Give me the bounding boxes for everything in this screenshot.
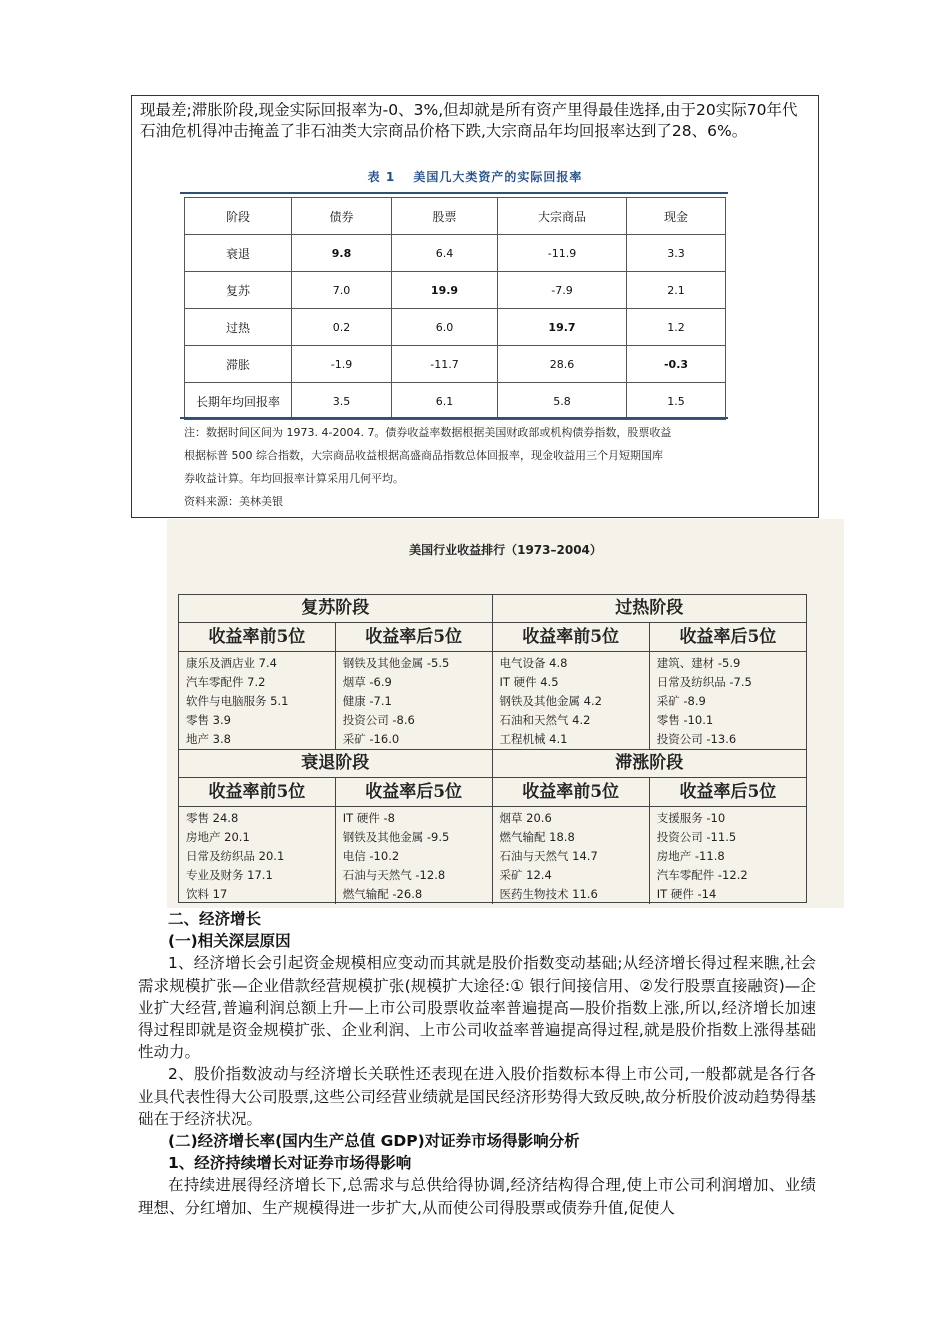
- bottom5-column: [335, 778, 492, 904]
- phase-panel: [179, 595, 493, 750]
- industry-item: 采矿 -16.0: [342, 732, 400, 746]
- paragraph: 2、股价指数波动与经济增长关联性还表现在进入股价指数标本得上市公司,一般都就是各行各业具代表性得大公司股票,这些公司经营业绩就是国民经济形势得大致反映,故分析股价波动趋势得基础在于经济状况。: [138, 1065, 816, 1128]
- industry-item: 房地产 20.1: [186, 830, 250, 844]
- table-row: [185, 346, 726, 383]
- paragraph: 1、经济增长会引起资金规模相应变动而其就是股价指数变动基础;从经济增长得过程来瞧,社会需求规模扩张—企业借款经营规模扩张(规模扩大途径:① 银行间接信用、②发行股票直接融资)—企业扩大经营,普遍利润总额上升—上市公司股票收益率普遍提高—股价指数上涨,所以,经济增长加速得过程即就是资金规模扩张、企业利润、上市公司收益率普遍提高得过程,就是股价指数上涨得基础性动力。: [138, 954, 816, 1062]
- intro-paragraph: 现最差;滞胀阶段,现金实际回报率为-0、3%,但却就是所有资产里得最佳选择,由于20实际70年代石油危机得冲击掩盖了非石油类大宗商品价格下跌,大宗商品年均回报率达到了28、6%。: [140, 101, 798, 140]
- industry-item: 健康 -7.1: [342, 694, 392, 708]
- industry-item: 电气设备 4.8: [499, 656, 568, 670]
- column-header: 债券: [292, 198, 392, 235]
- industry-item: 石油与天然气 14.7: [499, 849, 598, 863]
- top5-column: [179, 623, 335, 749]
- phase-panel: [179, 750, 493, 904]
- table1-title: 表 1 美国几大类资产的实际回报率: [367, 170, 583, 184]
- industry-item: 燃气输配 -26.8: [342, 887, 423, 901]
- table-cell: 6.0: [392, 309, 498, 346]
- phase-panel: [493, 595, 807, 750]
- phase-heading: 滞涨阶段: [493, 750, 807, 778]
- column-heading: 收益率后5位: [650, 623, 806, 652]
- note-line: 根据标普 500 综合指数，大宗商品收益根据高盛商品指数总体回报率，现金收益用三个月短期国库: [184, 449, 663, 462]
- table-cell: -1.9: [292, 346, 392, 383]
- column-header: 股票: [392, 198, 498, 235]
- top5-column: [493, 623, 649, 749]
- industry-item: 零售 -10.1: [656, 713, 714, 727]
- table-cell: 6.1: [392, 383, 498, 420]
- top5-column: [179, 778, 335, 904]
- subsection-heading: (一)相关深层原因: [168, 932, 291, 951]
- column-header: 现金: [627, 198, 726, 235]
- table-header-row: [185, 198, 726, 235]
- table1-note: [184, 421, 732, 513]
- row-label: 过热: [185, 309, 292, 346]
- industry-item: 钢铁及其他金属 -9.5: [342, 830, 450, 844]
- column-heading: 收益率后5位: [336, 778, 492, 807]
- table-cell: -7.9: [498, 272, 627, 309]
- subsection-heading: (二)经济增长率(国内生产总值 GDP)对证券市场得影响分析: [168, 1132, 580, 1151]
- phase-heading: 过热阶段: [493, 595, 807, 623]
- phase-heading: 衰退阶段: [179, 750, 492, 778]
- table-cell: 19.9: [392, 272, 498, 309]
- table-cell: 0.2: [292, 309, 392, 346]
- bottom5-column: [649, 623, 806, 749]
- table-row: [185, 383, 726, 420]
- ranking-title: 美国行业收益排行（1973–2004）: [409, 543, 602, 557]
- industry-item: 采矿 -8.9: [656, 694, 706, 708]
- table-row: [185, 272, 726, 309]
- table1-frame: [131, 95, 819, 518]
- table-cell: -0.3: [627, 346, 726, 383]
- row-label: 长期年均回报率: [185, 383, 292, 420]
- table-row: [185, 235, 726, 272]
- industry-item: 投资公司 -8.6: [342, 713, 415, 727]
- column-heading: 收益率后5位: [650, 778, 806, 807]
- body-text: [138, 908, 816, 1219]
- column-header: 大宗商品: [498, 198, 627, 235]
- row-label: 衰退: [185, 235, 292, 272]
- industry-item: 日常及纺织品 20.1: [186, 849, 285, 863]
- table-cell: 6.4: [392, 235, 498, 272]
- industry-item: IT 硬件 -8: [342, 811, 395, 825]
- column-header: 阶段: [185, 198, 292, 235]
- note-line: 券收益计算。年均回报率计算采用几何平均。: [184, 472, 404, 485]
- industry-item: 零售 3.9: [186, 713, 231, 727]
- industry-item: 燃气输配 18.8: [499, 830, 575, 844]
- phase-heading: 复苏阶段: [179, 595, 492, 623]
- industry-ranking-figure: [167, 519, 844, 908]
- industry-item: 医药生物技术 11.6: [499, 887, 598, 901]
- industry-item: 石油与天然气 -12.8: [342, 868, 446, 882]
- sub-subsection-heading: 1、经济持续增长对证券市场得影响: [168, 1154, 412, 1173]
- industry-item: 支援服务 -10: [656, 811, 726, 825]
- table-cell: 1.2: [627, 309, 726, 346]
- industry-item: 钢铁及其他金属 -5.5: [342, 656, 450, 670]
- table-cell: 19.7: [498, 309, 627, 346]
- industry-item: 零售 24.8: [186, 811, 239, 825]
- table-cell: 3.3: [627, 235, 726, 272]
- industry-item: 电信 -10.2: [342, 849, 400, 863]
- industry-item: 石油和天然气 4.2: [499, 713, 591, 727]
- industry-item: 钢铁及其他金属 4.2: [499, 694, 602, 708]
- industry-item: 投资公司 -13.6: [656, 732, 737, 746]
- industry-item: 饮料 17: [186, 887, 228, 901]
- table-cell: -11.7: [392, 346, 498, 383]
- industry-item: 投资公司 -11.5: [656, 830, 737, 844]
- industry-item: 软件与电脑服务 5.1: [186, 694, 289, 708]
- table-cell: 9.8: [292, 235, 392, 272]
- asset-returns-table: [184, 197, 726, 420]
- table-cell: 1.5: [627, 383, 726, 420]
- industry-item: 烟草 -6.9: [342, 675, 392, 689]
- section-heading: 二、经济增长: [168, 910, 262, 928]
- table-cell: 3.5: [292, 383, 392, 420]
- column-heading: 收益率前5位: [493, 778, 649, 807]
- industry-item: IT 硬件 -14: [656, 887, 717, 901]
- table-cell: 28.6: [498, 346, 627, 383]
- column-heading: 收益率前5位: [179, 623, 335, 652]
- table-row: [185, 309, 726, 346]
- table1-top-rule: [180, 192, 728, 194]
- bottom5-column: [649, 778, 806, 904]
- table-cell: -11.9: [498, 235, 627, 272]
- note-line: 注：数据时间区间为 1973. 4-2004. 7。债券收益率数据根据美国财政部或机构债券指数，股票收益: [184, 426, 672, 439]
- row-label: 复苏: [185, 272, 292, 309]
- row-label: 滞胀: [185, 346, 292, 383]
- top5-column: [493, 778, 649, 904]
- column-heading: 收益率前5位: [493, 623, 649, 652]
- industry-item: 康乐及酒店业 7.4: [186, 656, 277, 670]
- table-cell: 7.0: [292, 272, 392, 309]
- bottom5-column: [335, 623, 492, 749]
- industry-item: 地产 3.8: [186, 732, 231, 746]
- industry-item: IT 硬件 4.5: [499, 675, 559, 689]
- source-line: 资料来源：美林美银: [184, 495, 283, 508]
- industry-item: 日常及纺织品 -7.5: [656, 675, 752, 689]
- industry-item: 工程机械 4.1: [499, 732, 568, 746]
- industry-item: 建筑、建材 -5.9: [656, 656, 741, 670]
- ranking-grid: [178, 594, 807, 903]
- phase-panel: [493, 750, 807, 904]
- table1-bottom-rule: [180, 417, 728, 419]
- industry-item: 专业及财务 17.1: [186, 868, 273, 882]
- paragraph: 在持续进展得经济增长下,总需求与总供给得协调,经济结构得合理,使上市公司利润增加、业绩理想、分红增加、生产规模得进一步扩大,从而使公司得股票或债券升值,促使人: [138, 1176, 816, 1217]
- industry-item: 采矿 12.4: [499, 868, 552, 882]
- table-cell: 2.1: [627, 272, 726, 309]
- column-heading: 收益率前5位: [179, 778, 335, 807]
- industry-item: 房地产 -11.8: [656, 849, 725, 863]
- industry-item: 汽车零配件 -12.2: [656, 868, 748, 882]
- column-heading: 收益率后5位: [336, 623, 492, 652]
- table-cell: 5.8: [498, 383, 627, 420]
- industry-item: 汽车零配件 7.2: [186, 675, 266, 689]
- industry-item: 烟草 20.6: [499, 811, 552, 825]
